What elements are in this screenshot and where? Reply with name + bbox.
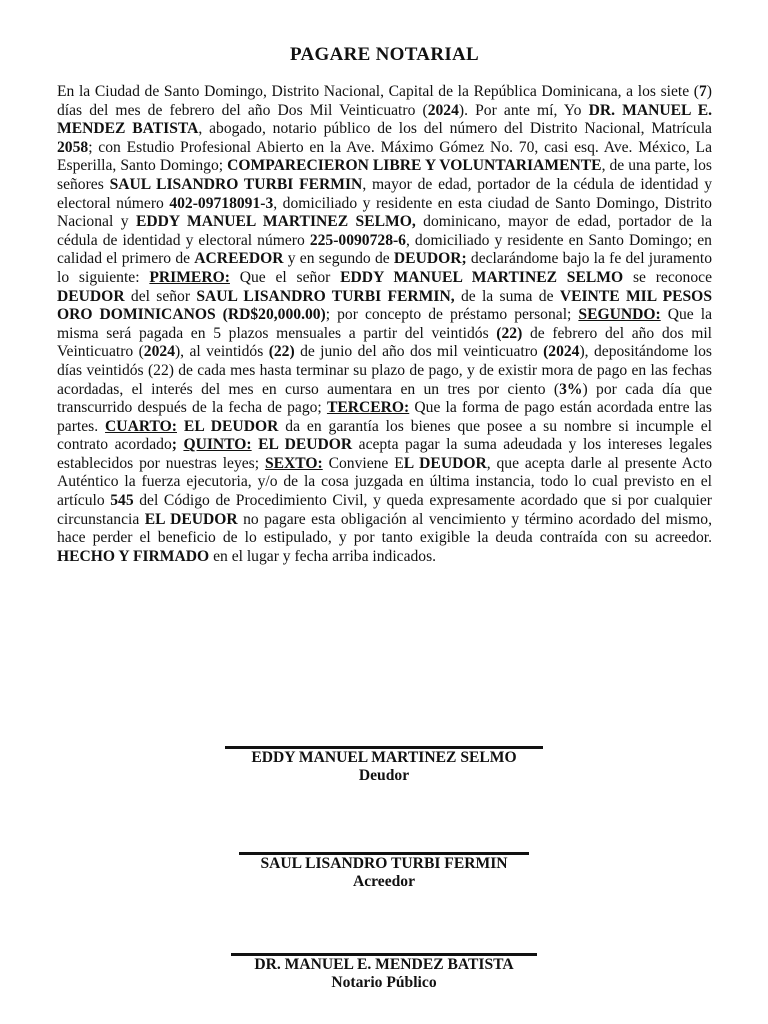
text-segment: , mayor de edad, portador de la cédula de identidad y electoral número <box>57 175 713 212</box>
bold-text-segment: DR. MANUEL E. MENDEZ BATISTA <box>57 101 712 138</box>
text-segment: declarándome bajo la fe del juramento lo siguiente: <box>57 250 713 286</box>
clause-heading: CUARTO: <box>105 417 177 435</box>
text-segment: dominicano, mayor de edad, portador de la cédula de identidad y electoral número <box>57 213 712 249</box>
signature-block-notary <box>0 953 768 992</box>
clause-heading: SEGUNDO: <box>578 306 661 324</box>
bold-text-segment: 2024 <box>143 343 175 361</box>
text-segment: , domiciliado y residente en Santo Domingo; en calidad el primero de <box>57 231 712 268</box>
bold-text-segment: (2024 <box>543 343 580 361</box>
text-segment: en el lugar y fecha arriba indicados. <box>209 547 437 565</box>
bold-text-segment: ACREEDOR <box>194 250 284 268</box>
bold-text-segment: 225-0090728-6 <box>309 231 406 249</box>
text-segment: 22 <box>153 361 169 379</box>
bold-text-segment: 3% <box>559 380 583 398</box>
text-segment: acepta pagar la suma adeudada y los intereses legales establecidos por nuestras leyes; <box>57 436 713 472</box>
bold-text-segment: DEUDOR <box>57 287 125 305</box>
text-segment: y en segundo de <box>283 250 394 268</box>
text-segment: , que acepta darle al presente Acto Auténtico la fuerza ejecutoria, y/o de la cosa juzgada en última instancia, todo lo cual previsto en el artículo <box>57 454 712 510</box>
bold-text-segment: EL DEUDOR <box>144 510 238 528</box>
text-segment: del señor <box>124 287 197 305</box>
signatory-role: Acreedor <box>352 873 416 890</box>
text-segment: ) por cada día que transcurrido después de la fecha de pago; <box>57 380 713 417</box>
bold-text-segment: 7 <box>699 83 707 100</box>
text-segment: no pagare esta obligación al vencimiento y término acordado del mismo, hace perder el beneficio de lo estipulado, y por tanto exigible la deuda contraída con su acreedor. <box>57 510 713 547</box>
bold-text-segment: EDDY MANUEL MARTINEZ SELMO <box>340 268 624 286</box>
bold-text-segment: 545 <box>110 492 134 510</box>
bold-text-segment: VEINTE MIL PESOS ORO DOMINICANOS (RD$20,000.00) <box>57 287 712 324</box>
bold-text-segment: 2058 <box>57 138 89 156</box>
bold-text-segment: (22) <box>496 324 523 342</box>
bold-text-segment: 2024 <box>427 101 459 119</box>
text-segment: de la suma de <box>454 287 560 305</box>
text-segment: de junio del año dos mil veinticuatro <box>294 343 544 361</box>
bold-text-segment: EDDY MANUEL MARTINEZ SELMO, <box>135 213 416 231</box>
text-segment: Que el señor <box>229 268 341 286</box>
signature-block-debtor <box>0 746 768 785</box>
bold-text-segment: 402-09718091-3 <box>169 194 274 212</box>
bold-text-segment: ; <box>171 436 184 454</box>
bold-text-segment: COMPARECIERON LIBRE Y VOLUNTARIAMENTE <box>227 157 602 175</box>
signatory-role: Notario Público <box>331 974 437 991</box>
text-segment: de febrero del año dos mil Veinticuatro ( <box>57 324 712 361</box>
bold-text-segment: SAUL LISANDRO TURBI FERMIN <box>109 175 363 193</box>
text-segment: ; por concepto de préstamo personal; <box>325 306 579 324</box>
signatory-role: Deudor <box>358 767 410 784</box>
text-segment: del Código de Procedimiento Civil, y queda expresamente acordado que si por cualquier circunstancia <box>57 492 712 528</box>
text-segment: ). Por ante mí, Yo <box>458 101 589 119</box>
text-segment: ), al veintidós <box>174 343 269 361</box>
clause-heading: SEXTO: <box>264 454 323 472</box>
bold-text-segment: EL DEUDOR <box>258 436 353 454</box>
text-segment: Conviene E <box>322 454 404 472</box>
signatory-name: EDDY MANUEL MARTINEZ SELMO <box>251 749 517 766</box>
text-segment: , de una parte, los señores <box>57 157 712 193</box>
text-segment: da en garantía los bienes que posee a su nombre si incumple el contrato acordado <box>57 417 713 454</box>
text-segment: , domiciliado y residente en esta ciudad de Santo Domingo, Distrito Nacional y <box>57 194 712 231</box>
document-body <box>57 83 712 566</box>
text-segment: En la Ciudad de Santo Domingo, Distrito Nacional, Capital de la República Dominicana, a los siete ( <box>57 83 699 100</box>
text-segment: Que la forma de pago están acordada entre las partes. <box>57 399 712 435</box>
signature-block-creditor <box>0 852 768 891</box>
document-title: PAGARE NOTARIAL <box>289 44 480 65</box>
text-segment: , abogado, notario público de los del número del Distrito Nacional, Matrícula <box>198 120 712 138</box>
bold-text-segment: SAUL LISANDRO TURBI FERMIN, <box>196 287 455 305</box>
text-segment: ) de cada mes hasta terminar su plazo de pago, y de existir mora de pago en las fechas acordadas, el interés del mes en curso aumentara en un tres por ciento ( <box>57 361 712 398</box>
clause-heading: QUINTO: <box>183 436 252 454</box>
bold-text-segment: L DEUDOR <box>403 454 487 472</box>
clause-heading: TERCERO: <box>326 399 410 417</box>
text-segment: ) días del mes de febrero del año Dos Mil Veinticuatro ( <box>57 83 712 119</box>
text-segment: Que la misma será pagada en 5 plazos mensuales a partir del veintidós <box>57 306 712 342</box>
text-segment <box>177 418 184 435</box>
text-segment: se reconoce <box>623 268 712 286</box>
clause-heading: PRIMERO: <box>149 268 230 286</box>
text-segment: ; con Estudio Profesional Abierto en la Ave. Máximo Gómez No. 70, casi esq. Ave. México, La Esperilla, Santo Domingo; <box>57 138 712 175</box>
bold-text-segment: DEUDOR; <box>393 250 467 268</box>
signatory-name: SAUL LISANDRO TURBI FERMIN <box>260 855 508 872</box>
text-segment: ), depositándome los días veintidós ( <box>57 343 712 379</box>
bold-text-segment: EL DEUDOR <box>183 417 279 435</box>
bold-text-segment: HECHO Y FIRMADO <box>57 547 210 565</box>
signatory-name: DR. MANUEL E. MENDEZ BATISTA <box>254 956 514 973</box>
bold-text-segment: (22) <box>268 343 295 361</box>
